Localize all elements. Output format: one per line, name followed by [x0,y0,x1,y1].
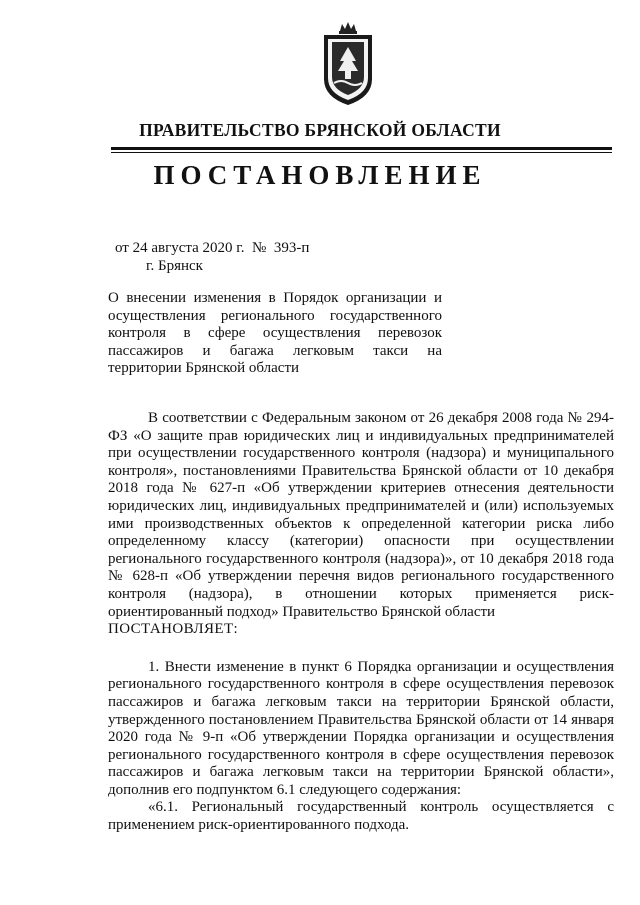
document-date-number: от 24 августа 2020 г. № 393-п [115,240,310,256]
header-rule-thin [111,152,612,153]
coat-of-arms-icon [318,21,378,107]
paragraph-gap [108,639,614,659]
item-1-paragraph: 1. Внести изменение в пункт 6 Порядка организации и осуществления регионального государственного контроля в сфере осуществления перевозок пассажиров и багажа легковым такси на территории Брянской области, утвержденного постановлением Правительства Брянской области от 14 января 2020 года № 9-п «Об утверждении Порядка организации и осуществления регионального государственного контроля в сфере осуществления перевозок пассажиров и багажа легковым такси на территории Брянской области», дополнив его подпунктом 6.1 следующего содержания: [108,658,614,798]
header-rule-thick [111,147,612,150]
item-1-quote-paragraph: «6.1. Региональный государственный контроль осуществляется с применением риск-ориентированного подхода. [108,799,614,834]
document-city: г. Брянск [146,258,203,274]
government-name: ПРАВИТЕЛЬСТВО БРЯНСКОЙ ОБЛАСТИ [139,120,501,140]
document-type-title: ПОСТАНОВЛЕНИЕ [153,160,487,190]
document-body [108,410,614,835]
document-subject: О внесении изменения в Порядок организации и осуществления регионального государственного контроля в сфере осуществления перевозок пассажиров и багажа легковым такси на территории Брянской области [108,290,442,377]
decree-word: ПОСТАНОВЛЯЕТ: [108,621,239,638]
preamble-paragraph: В соответствии с Федеральным законом от 26 декабря 2008 года № 294-ФЗ «О защите прав юридических лиц и индивидуальных предпринимателей при осуществлении государственного контроля (надзора) и муниципального контроля», постановлениями Правительства Брянской области от 10 декабря 2018 года № 627-п «Об утверждении критериев отнесения деятельности юридических лиц, индивидуальных предпринимателей и (или) используемых ими производственных объектов к определенной категории риска либо определенному классу (категории) опасности при осуществлении регионального государственного контроля (надзора)», от 10 декабря 2018 года № 628-п «Об утверждении перечня видов регионального государственного контроля (надзора), в отношении которых применяется риск-ориентированный подход» Правительство Брянской области [108,410,614,620]
